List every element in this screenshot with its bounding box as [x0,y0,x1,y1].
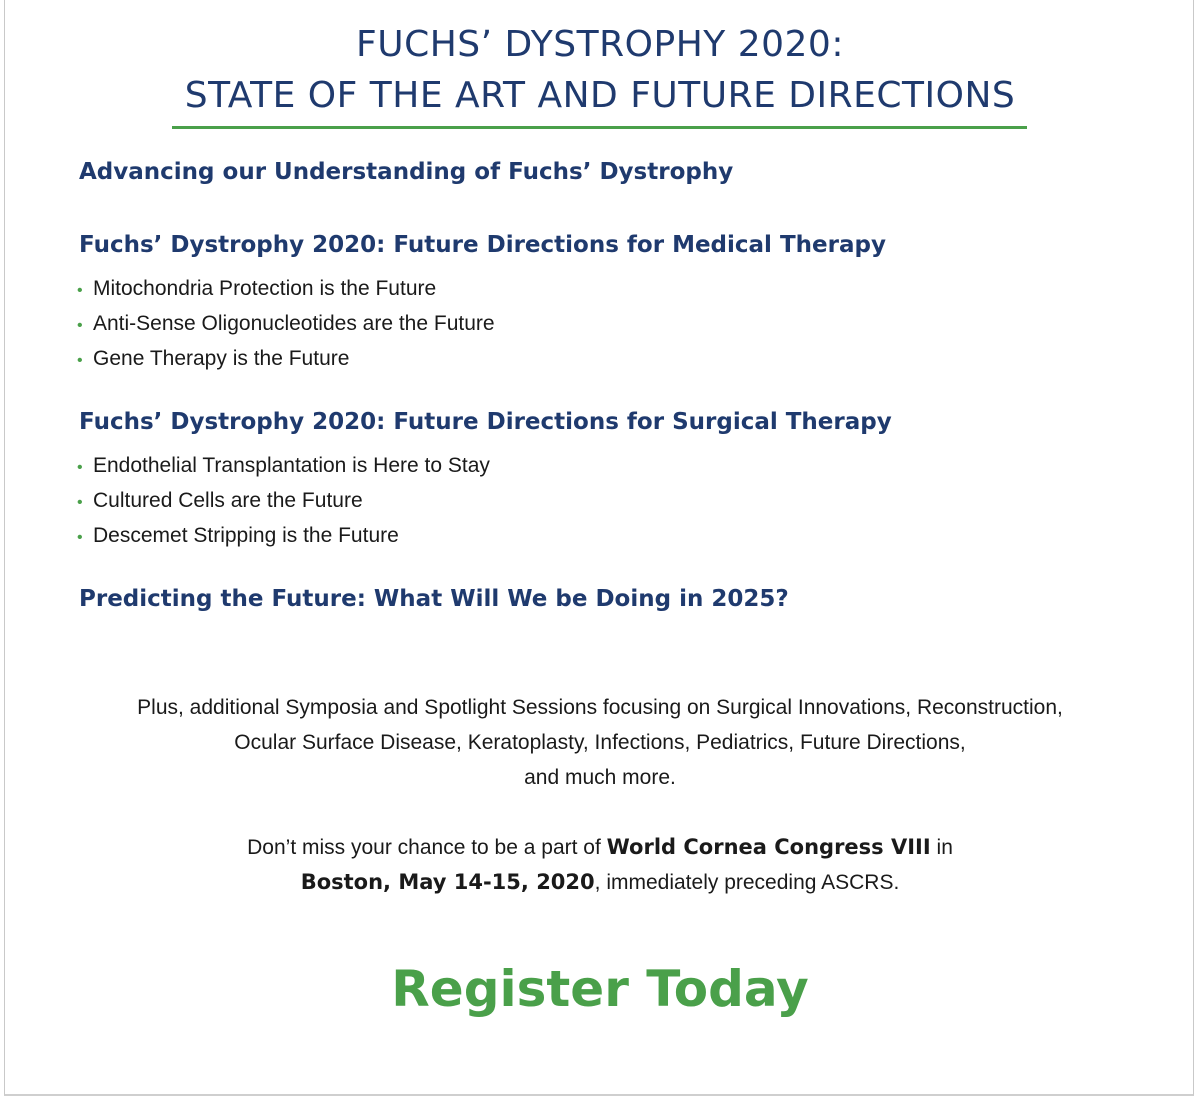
paragraph-line: Boston, May 14-15, 2020, immediately preceding ASCRS. [300,870,900,894]
heading-advancing: Advancing our Understanding of Fuchs’ Dystrophy [79,159,734,185]
bullet-icon: • [77,317,83,334]
medical-therapy-list [77,274,495,379]
event-location-date: Boston, May 14-15, 2020 [300,870,595,894]
paragraph-line: and much more. [524,766,676,789]
paragraph-line: Ocular Surface Disease, Keratoplasty, Infections, Pediatrics, Future Directions, [234,731,966,754]
bullet-icon: • [77,459,83,476]
paragraph-line: Plus, additional Symposia and Spotlight Sessions focusing on Surgical Innovations, Reconstruction, [137,696,1063,719]
bullet-icon: • [77,529,83,546]
list-item: • Gene Therapy is the Future [77,344,495,379]
invitation-paragraph [0,832,1200,902]
heading-medical-therapy: Fuchs’ Dystrophy 2020: Future Directions for Medical Therapy [79,232,886,258]
list-item: • Descemet Stripping is the Future [77,521,490,556]
bullet-icon: • [77,494,83,511]
list-item: • Endothelial Transplantation is Here to Stay [77,451,490,486]
bullet-icon: • [77,352,83,369]
heading-surgical-therapy: Fuchs’ Dystrophy 2020: Future Directions for Surgical Therapy [79,409,892,435]
heading-predicting-future: Predicting the Future: What Will We be Doing in 2025? [79,586,789,612]
paragraph-line: Don’t miss your chance to be a part of World Cornea Congress VIII in [247,835,953,859]
page-title-line-2: STATE OF THE ART AND FUTURE DIRECTIONS [184,75,1016,116]
additional-sessions-paragraph [0,693,1200,798]
bullet-icon: • [77,282,83,299]
page-title-line-1: FUCHS’ DYSTROPHY 2020: [356,24,844,65]
title-divider [172,126,1027,129]
list-item: • Mitochondria Protection is the Future [77,274,495,309]
list-item: • Cultured Cells are the Future [77,486,490,521]
congress-name: World Cornea Congress VIII [606,835,931,859]
list-item: • Anti-Sense Oligonucleotides are the Future [77,309,495,344]
register-today-link[interactable]: Register Today [391,960,809,1018]
surgical-therapy-list [77,451,490,556]
